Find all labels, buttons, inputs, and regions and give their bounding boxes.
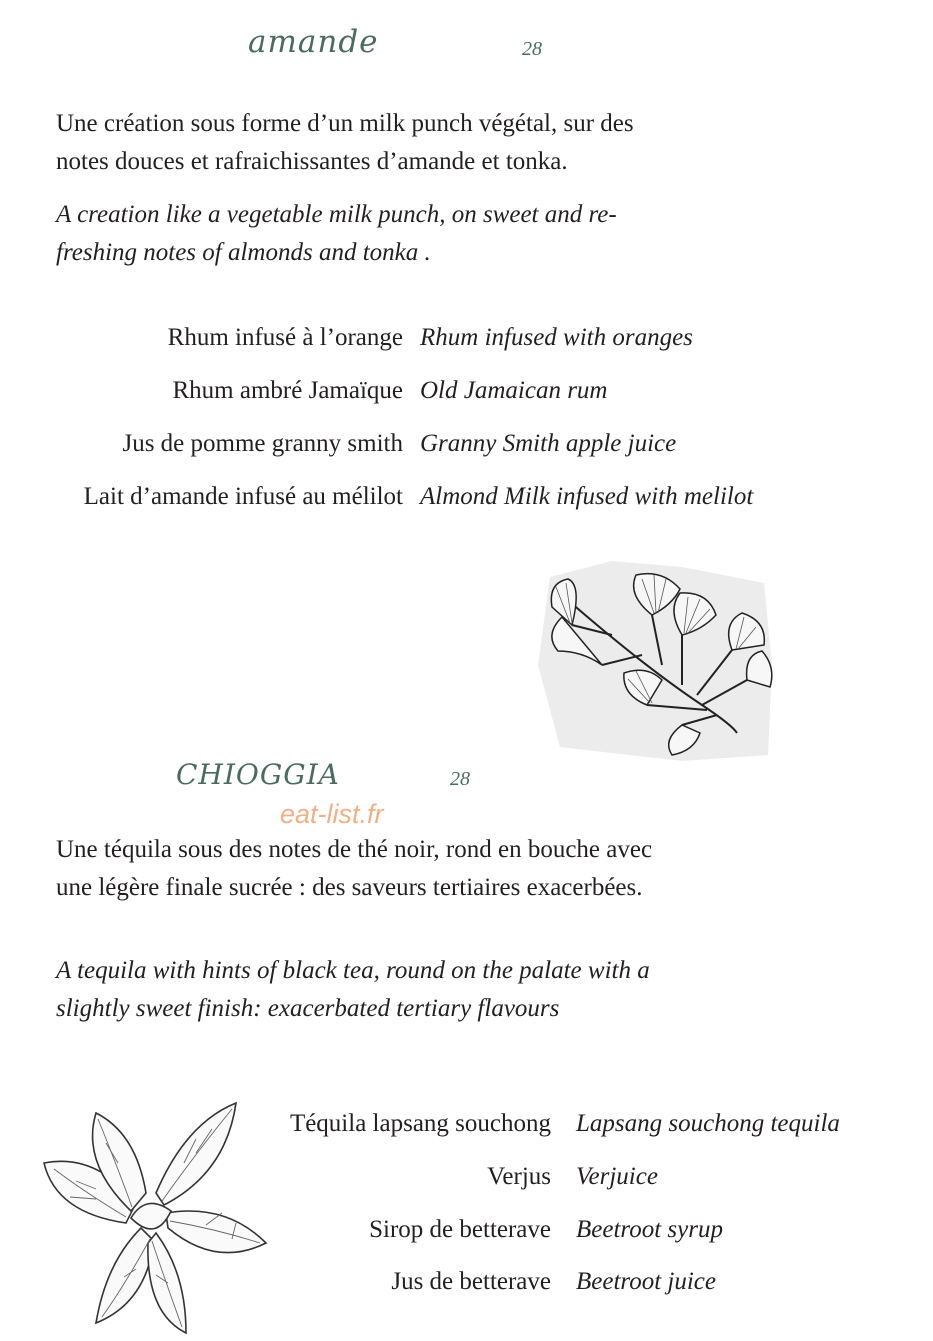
ingredient-fr: Sirop de betterave: [369, 1216, 551, 1243]
description-line: Une téquila sous des notes de thé noir, rond en bouche avec: [56, 836, 653, 863]
ingredient-row: [0, 1163, 933, 1203]
description-line: freshing notes of almonds and tonka .: [56, 239, 431, 266]
ingredient-en: Rhum infused with oranges: [420, 324, 693, 351]
description-line: Une création sous forme d’un milk punch végétal, sur des: [56, 110, 634, 137]
ginkgo-branch-illustration: [532, 555, 777, 765]
drink-title-chioggia: CHIOGGIA: [176, 758, 340, 791]
ingredient-en: Old Jamaican rum: [420, 377, 608, 404]
ingredient-fr: Rhum ambré Jamaïque: [172, 377, 403, 404]
description-line: une légère finale sucrée : des saveurs tertiaires exacerbées.: [56, 874, 643, 901]
ingredient-en: Beetroot juice: [576, 1268, 716, 1295]
ingredient-en: Beetroot syrup: [576, 1216, 723, 1243]
description-en-chioggia: [56, 952, 776, 1028]
description-line: A tequila with hints of black tea, round on the palate with a: [56, 957, 650, 984]
ingredient-fr: Verjus: [487, 1163, 551, 1190]
description-fr-chioggia: [56, 831, 776, 907]
ingredient-en: Lapsang souchong tequila: [576, 1110, 840, 1137]
drink-price-amande: 28: [522, 38, 542, 60]
ingredient-row: [0, 1268, 933, 1308]
ingredient-fr: Téquila lapsang souchong: [289, 1110, 551, 1137]
ingredient-row: [0, 377, 933, 417]
watermark-text: eat-list.fr: [280, 799, 384, 829]
ingredient-row: [0, 430, 933, 470]
ingredient-row: [0, 483, 933, 523]
drink-price-chioggia: 28: [450, 768, 470, 790]
description-line: slightly sweet finish: exacerbated tertiary flavours: [56, 995, 560, 1022]
description-line: A creation like a vegetable milk punch, on sweet and re-: [56, 201, 617, 228]
ingredient-en: Almond Milk infused with melilot: [420, 483, 754, 510]
description-en-amande: [56, 196, 776, 272]
description-fr-amande: [56, 105, 776, 181]
ingredient-fr: Jus de betterave: [391, 1268, 551, 1295]
description-line: notes douces et rafraichissantes d’amande et tonka.: [56, 148, 568, 175]
ingredient-fr: Lait d’amande infusé au mélilot: [83, 483, 403, 510]
ingredient-row: [0, 1216, 933, 1256]
drink-title-amande: amande: [248, 24, 379, 60]
ingredient-row: [0, 1110, 933, 1150]
ingredient-en: Granny Smith apple juice: [420, 430, 677, 457]
ingredient-en: Verjuice: [576, 1163, 658, 1190]
ingredient-fr: Jus de pomme granny smith: [122, 430, 403, 457]
ingredient-row: [0, 324, 933, 364]
ingredient-fr: Rhum infusé à l’orange: [167, 324, 403, 351]
